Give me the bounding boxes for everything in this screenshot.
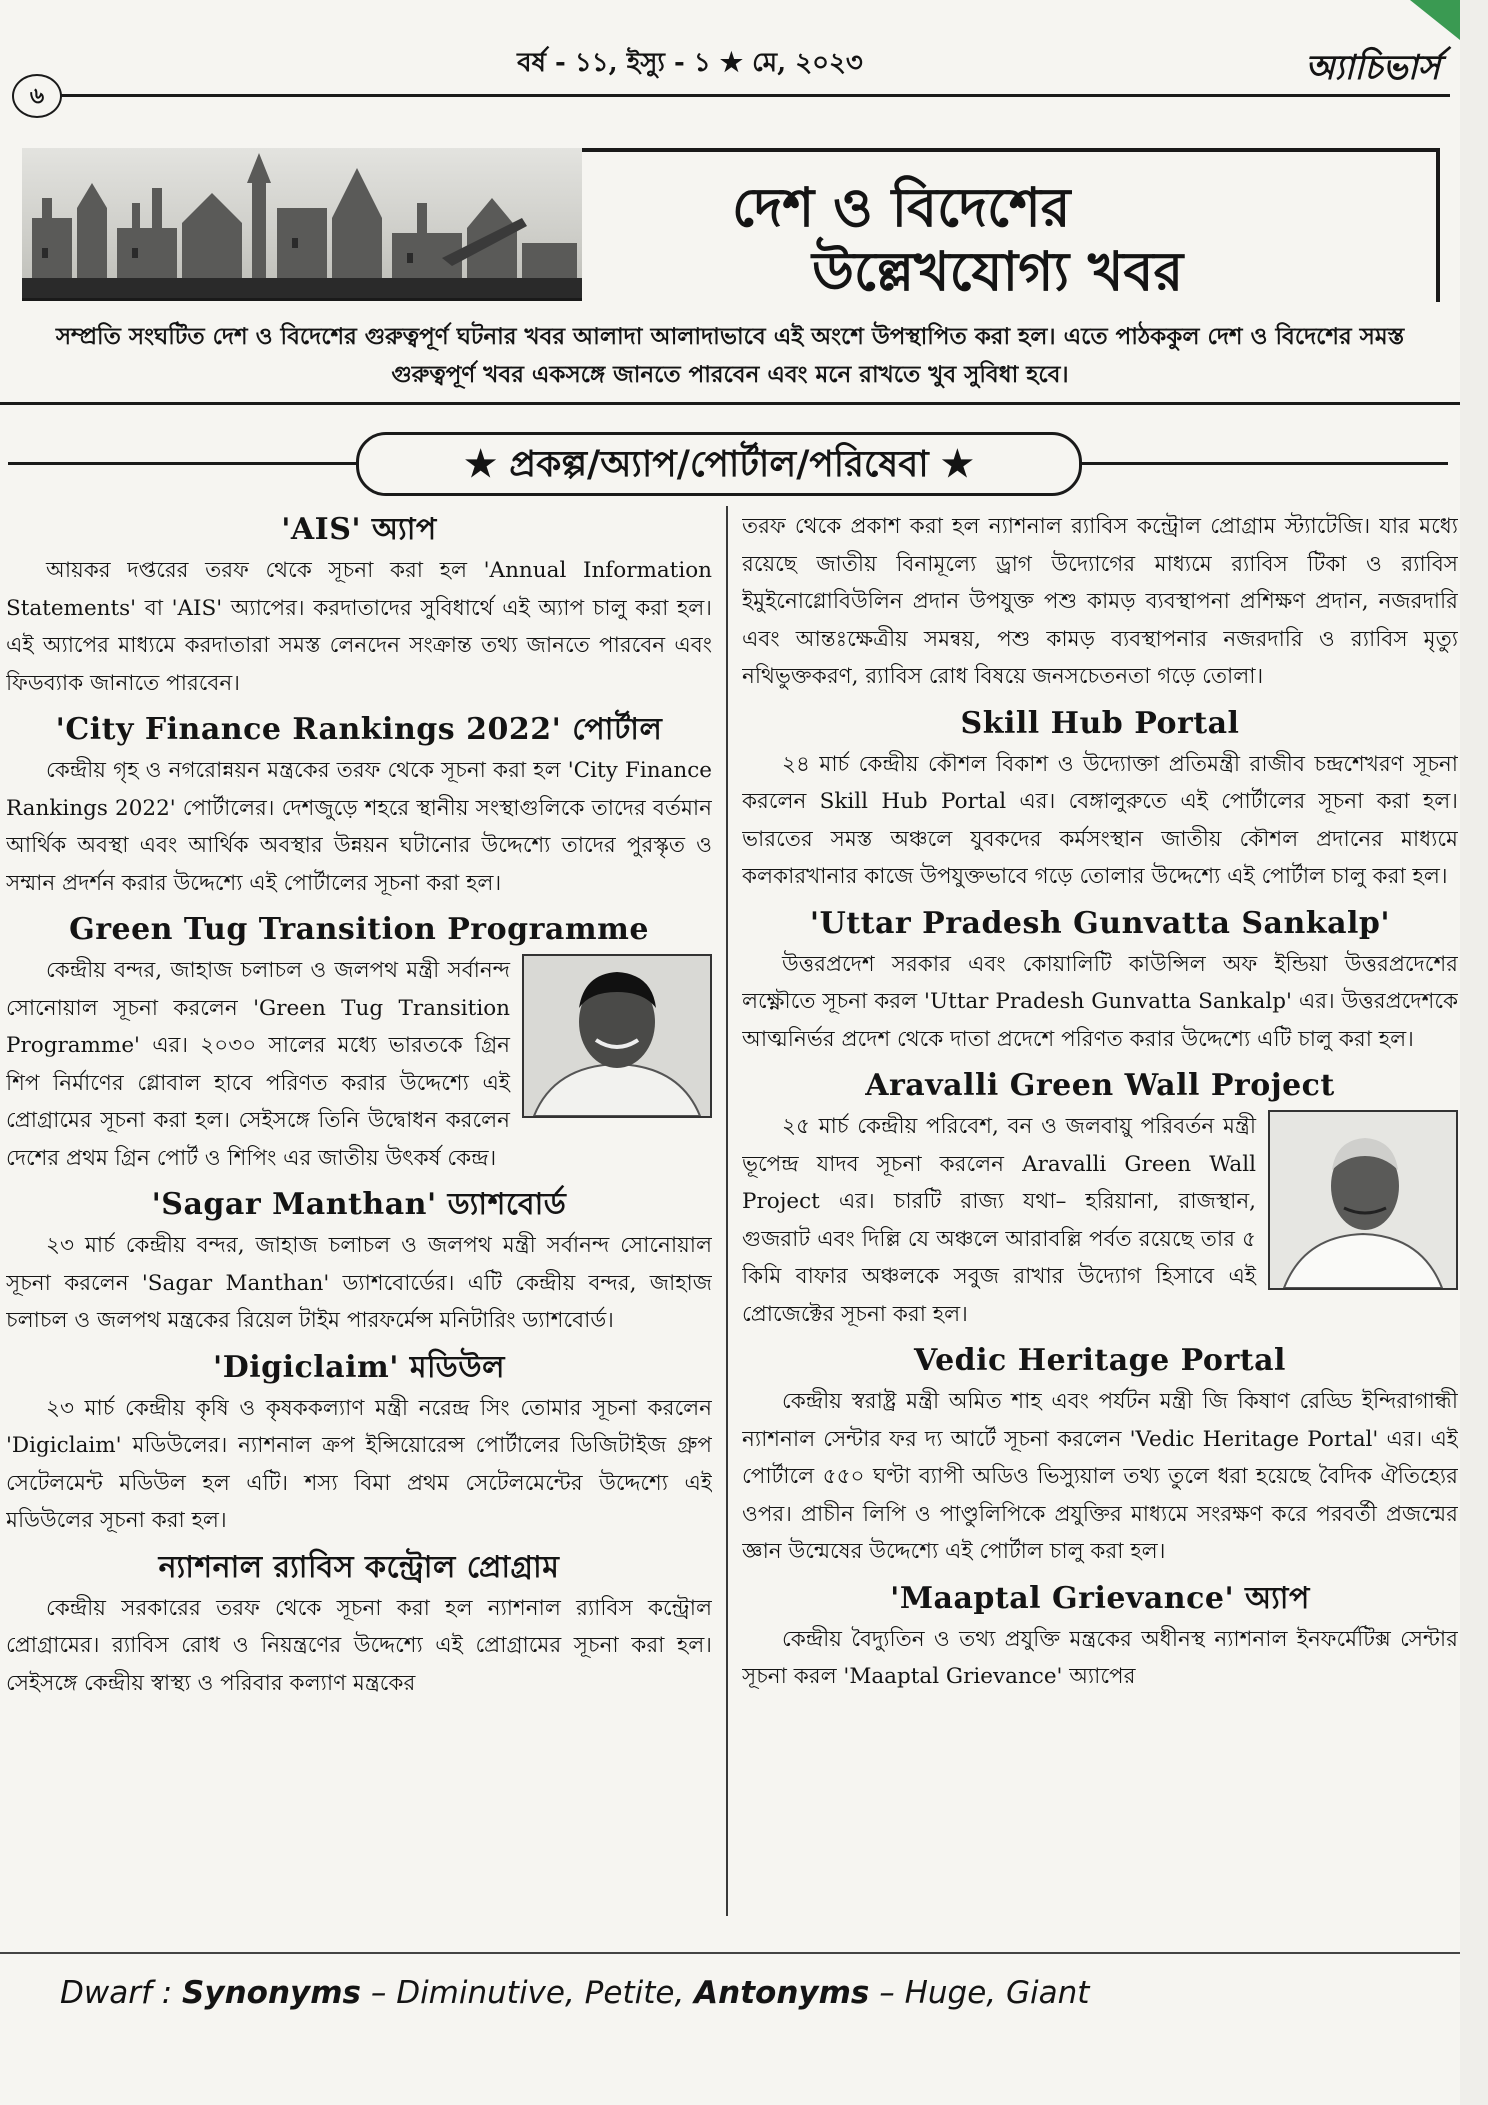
article-title: Aravalli Green Wall Project	[865, 1068, 1335, 1103]
page-number: ৬	[12, 74, 62, 118]
footer-rule	[0, 1952, 1460, 1954]
synonyms-label: Synonyms	[182, 1975, 361, 2011]
article-body: কেন্দ্রীয় বৈদ্যুতিন ও তথ্য প্রযুক্তি মন্ত্রকের অধীনস্থ ন্যাশনাল ইনফর্মেটিক্স সেন্টার সূচনা করল 'Maaptal Grievance' অ্যাপের	[742, 1626, 1458, 1689]
article-title: 'Digiclaim' মডিউল	[213, 1349, 505, 1385]
article-maaptal	[742, 1577, 1458, 1696]
article-vedic	[742, 1339, 1458, 1571]
brand-name: অ্যাচিভার্স	[1305, 48, 1440, 88]
intro-text: সম্প্রতি সংঘটিত দেশ ও বিদেশের গুরুত্বপূর্ণ ঘটনার খবর আলাদা আলাদাভাবে এই অংশে উপস্থাপিত করা হল। এতে পাঠককুল দেশ ও বিদেশের সমস্ত গুরুত্বপূর্ণ খবর একসঙ্গে জানতে পারবেন এবং মনে রাখতে খুব সুবিধা হবে।	[55, 323, 1405, 388]
synonyms-list: – Diminutive, Petite,	[370, 1975, 685, 2011]
article-rabies	[6, 1546, 712, 1703]
article-title: 'Uttar Pradesh Gunvatta Sankalp'	[809, 905, 1391, 941]
article-aravalli	[742, 1064, 1458, 1333]
right-column	[742, 508, 1458, 1702]
article-title: Skill Hub Portal	[960, 705, 1240, 741]
antonyms-list: – Huge, Giant	[879, 1975, 1090, 2011]
article-title: ন্যাশনাল র‍্যাবিস কন্ট্রোল প্রোগ্রাম	[158, 1549, 560, 1585]
antonyms-label: Antonyms	[694, 1975, 870, 2011]
banner-title-line1: দেশ ও বিদেশের	[732, 175, 1071, 239]
article-body: কেন্দ্রীয় স্বরাষ্ট্র মন্ত্রী অমিত শাহ এবং পর্যটন মন্ত্রী জি কিষাণ রেড্ডি ইন্দিরাগান্ধী ন্যাশনাল সেন্টার ফর দ্য আর্টে সূচনা করলেন 'Vedic Heritage Portal' এর। এই পোর্টালে ৫৫০ ঘণ্টা ব্যাপী অডিও ভিস্যুয়াল তথ্য তুলে ধরা হয়েছে বৈদিক ঐতিহ্যের ওপর। প্রাচীন লিপি ও পাণ্ডুলিপিকে প্রযুক্তির মাধ্যমে সংরক্ষণ করে পরবর্তী প্রজন্মের জ্ঞান উন্মেষের উদ্দেশ্যে এই পোর্টাল চালু করা হল।	[742, 1389, 1458, 1564]
article-city-finance	[6, 708, 712, 902]
corner-fold	[1410, 0, 1460, 40]
article-body: কেন্দ্রীয় গৃহ ও নগরোন্নয়ন মন্ত্রকের তরফ থেকে সূচনা করা হল 'City Finance Rankings 2022' পোর্টালের। দেশজুড়ে শহরে স্থানীয় সংস্থাগুলিকে তাদের বর্তমান আর্থিক অবস্থা এবং আর্থিক অবস্থার উন্নয়ন ঘটানোর উদ্দেশ্যে তাদের পুরস্কৃত ও সম্মান প্রদর্শন করার উদ্দেশ্যে এই পোর্টালের সূচনা করা হল।	[6, 758, 712, 896]
skyline-illustration	[22, 148, 582, 301]
column-divider	[726, 506, 728, 1916]
article-title: Green Tug Transition Programme	[69, 912, 649, 947]
article-title: Vedic Heritage Portal	[914, 1343, 1286, 1378]
article-title: 'City Finance Rankings 2022' পোর্টাল	[55, 712, 663, 747]
article-body: ২৫ মার্চ কেন্দ্রীয় পরিবেশ, বন ও জলবায়ু পরিবর্তন মন্ত্রী ভূপেন্দ্র যাদব সূচনা করলেন Aravalli Green Wall Project এর। চারটি রাজ্য যথা– হরিয়ানা, রাজস্থান, গুজরাট এবং দিল্লি যে অঞ্চলে আরাবল্লি পর্বত রয়েছে তার ৫ কিমি বাফার অঞ্চলকে সবুজ রাখার উদ্যোগ হিসাবে এই প্রোজেক্টের সূচনা করা হল।	[742, 1114, 1256, 1327]
banner-title-box	[582, 148, 1440, 302]
section-banner	[22, 148, 1436, 320]
article-body: আয়কর দপ্তরের তরফ থেকে সূচনা করা হল 'Annual Information Statements' বা 'AIS' অ্যাপের। করদাতাদের সুবিধার্থে এই অ্যাপ চালু করা হল। এই অ্যাপের মাধ্যমে করদাতারা সমস্ত লেনদেন সংক্রান্ত তথ্য জানতে পারবেন এবং ফিডব্যাক জানাতে পারবেন।	[6, 558, 712, 696]
article-body: উত্তরপ্রদেশ সরকার এবং কোয়ালিটি কাউন্সিল অফ ইন্ডিয়া উত্তরপ্রদেশের লক্ষ্ণৌতে সূচনা করল 'Uttar Pradesh Gunvatta Sankalp' এর। উত্তরপ্রদেশকে আত্মনির্ভর প্রদেশ থেকে দাতা প্রদেশে পরিণত করার উদ্দেশ্যে এটি চালু করা হল।	[742, 951, 1458, 1052]
article-title: 'Sagar Manthan' ড্যাশবোর্ড	[151, 1187, 567, 1222]
left-column	[6, 508, 712, 1708]
article-green-tug	[6, 908, 712, 1177]
issue-info: বর্ষ - ১১, ইস্যু - ১ ★ মে, ২০২৩	[517, 48, 863, 78]
section-title: ★ প্রকল্প/অ্যাপ/পোর্টাল/পরিষেবা ★	[356, 432, 1082, 496]
article-digiclaim	[6, 1346, 712, 1540]
article-body: ২৪ মার্চ কেন্দ্রীয় কৌশল বিকাশ ও উদ্যোক্তা প্রতিমন্ত্রী রাজীব চন্দ্রশেখরণ সূচনা করলেন Skill Hub Portal এর। বেঙ্গালুরুতে এই পোর্টালের সূচনা করা হল। ভারতের সমস্ত অঞ্চলে যুবকদের কর্মসংস্থান জাতীয় কৌশল প্রদানের মাধ্যমে কলকারখানার কাজে উপযুক্তভাবে গড়ে তোলার উদ্দেশ্যে এই পোর্টাল চালু করা হল।	[742, 751, 1458, 889]
article-uttar-pradesh	[742, 902, 1458, 1059]
minister-photo	[522, 954, 712, 1118]
article-title: 'AIS' অ্যাপ	[281, 512, 437, 547]
header-rule	[20, 94, 1450, 97]
article-body: কেন্দ্রীয় বন্দর, জাহাজ চলাচল ও জলপথ মন্ত্রী সর্বানন্দ সোনোয়াল সূচনা করলেন 'Green Tug Transition Programme' এর। ২০৩০ সালের মধ্যে ভারতকে গ্রিন শিপ নির্মাণের গ্লোবাল হাবে পরিণত করার উদ্দেশ্যে এই প্রোগ্রামের সূচনা করা হল। সেইসঙ্গে তিনি উদ্বোধন করলেন দেশের প্রথম গ্রিন পোর্ট ও শিপিং এর জাতীয় উৎকর্ষ কেন্দ্র।	[6, 958, 510, 1171]
intro-rule	[0, 402, 1460, 405]
banner-title-line2: উল্লেখযোগ্য খবর	[812, 239, 1184, 303]
article-body: ২৩ মার্চ কেন্দ্রীয় কৃষি ও কৃষককল্যাণ মন্ত্রী নরেন্দ্র সিং তোমার সূচনা করলেন 'Digiclaim' মডিউলের। ন্যাশনাল ক্রপ ইন্সিয়োরেন্স পোর্টালের ডিজিটাইজ গ্রুপ সেটেলমেন্ট মডিউল হল এটি। শস্য বিমা প্রথম সেটেলমেন্টের উদ্দেশ্যে এই মডিউলের সূচনা করা হল।	[6, 1395, 712, 1533]
article-rabies-continued	[742, 508, 1458, 696]
article-body: কেন্দ্রীয় সরকারের তরফ থেকে সূচনা করা হল ন্যাশনাল র‍্যাবিস কন্ট্রোল প্রোগ্রামের। র‍্যাবিস রোধ ও নিয়ন্ত্রণের উদ্দেশ্যে এই প্রোগ্রামের সূচনা করা হল। সেইসঙ্গে কেন্দ্রীয় স্বাস্থ্য ও পরিবার কল্যাণ মন্ত্রকের	[6, 1595, 712, 1696]
article-title: 'Maaptal Grievance' অ্যাপ	[890, 1580, 1310, 1616]
vocabulary-footer	[60, 1962, 1440, 2024]
article-body: তরফ থেকে প্রকাশ করা হল ন্যাশনাল র‍্যাবিস কন্ট্রোল প্রোগ্রাম স্ট্যাটেজি। যার মধ্যে রয়েছে জাতীয় বিনামূল্যে ড্রাগ উদ্যোগের মাধ্যমে র‍্যাবিস টিকা ও র‍্যাবিস ইমুইনোগ্লোবিউলিন প্রদান উপযুক্ত পশু কামড় ব্যবস্থাপনা প্রশিক্ষণ প্রদান, নজরদারি এবং আন্তঃক্ষেত্রীয় সমন্বয়, পশু কামড় ব্যবস্থাপনার নজরদারি ও র‍্যাবিস মৃত্যু নথিভুক্তকরণ, র‍্যাবিস রোধ বিষয়ে জনসচেতনতা গড়ে তোলা।	[742, 514, 1458, 689]
article-body: ২৩ মার্চ কেন্দ্রীয় বন্দর, জাহাজ চলাচল ও জলপথ মন্ত্রী সর্বানন্দ সোনোয়াল সূচনা করলেন 'Sagar Manthan' ড্যাশবোর্ডের। এটি কেন্দ্রীয় বন্দর, জাহাজ চলাচল ও জলপথ মন্ত্রকের রিয়েল টাইম পারফর্মেন্স মনিটারিং ড্যাশবোর্ড।	[6, 1233, 712, 1333]
article-ais	[6, 508, 712, 702]
article-skill-hub	[742, 702, 1458, 896]
minister-photo	[1268, 1110, 1458, 1290]
article-sagar-manthan	[6, 1183, 712, 1340]
footer-word: Dwarf :	[60, 1975, 173, 2011]
